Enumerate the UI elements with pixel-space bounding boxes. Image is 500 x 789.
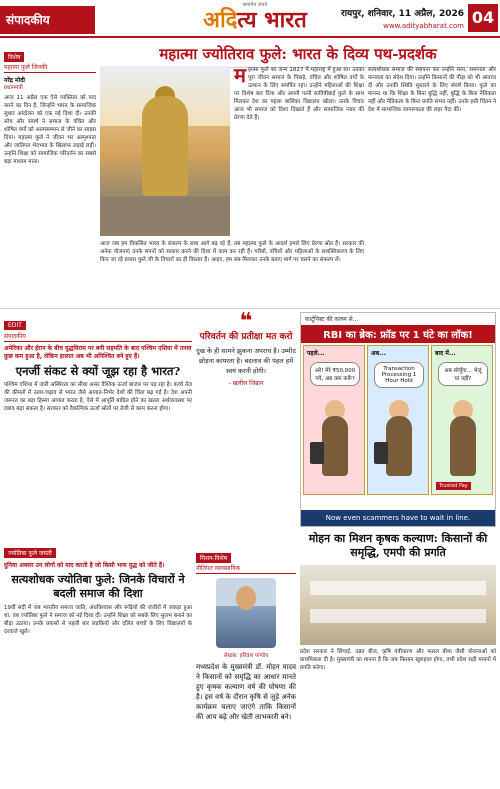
- masthead: [0, 0, 500, 38]
- dropcap: म: [234, 63, 246, 87]
- section-label: संपादकीय: [0, 6, 95, 34]
- panel-label: बाद में...: [435, 350, 456, 357]
- quote-mark-icon: ❝: [239, 309, 253, 334]
- quote-box: [196, 309, 296, 387]
- cartoon-panels: [303, 345, 493, 495]
- cartoon-headline: RBI का ब्रेक: फ्रॉड पर 1 घंटे का लॉक!: [301, 325, 495, 343]
- phone-icon: [310, 442, 324, 464]
- mission-headline: मोहन का मिशन कृषक कल्याण: किसानों की समृद्धि, एमपी की प्रगति: [308, 532, 488, 559]
- left-column-body: आज 11 अप्रैल एक ऐसे व्यक्तित्व को याद करने का दिन है, जिन्होंने भारत के सामाजिक सुधार आंदोलन को एक नई दिशा दी। उनकी सोच और संघर्ष ने समाज के वंचित और शोषित वर्गों को आत्मसम्मान से जीने का साहस दिया। महात्मा फुले ने जीवन भर अस्पृश्यता और जातिगत भेदभाव के खिलाफ लड़ाई लड़ी। उन्होंने शिक्षा को सामाजिक परिवर्तन का सबसे बड़ा माध्यम माना।: [4, 95, 96, 165]
- author-name: नरेंद्र मोदी: [4, 77, 25, 84]
- author-byline: लेखक: हरिवंश पाण्डेय: [223, 653, 269, 659]
- statue-body: [142, 96, 188, 196]
- mission-body-continued: प्रदेश सरकार ने सिंचाई, उन्नत बीज, कृषि यंत्रीकरण और फसल बीमा जैसी योजनाओं को प्राथमिकता दी है। मुख्यमंत्री का मानना है कि जब किसान खुशहाल होगा, तभी प्रदेश सही मायनों में प्रगति करेगा।: [300, 649, 496, 671]
- main-column-a: [234, 63, 364, 122]
- cartoon-panel-before: [303, 345, 365, 495]
- logo-tagline: सत्यमेव जयते: [242, 2, 268, 8]
- mission-tag: मिशन-विशेष: [196, 553, 231, 563]
- cartoon-panel-after: [431, 345, 493, 495]
- editorial-intro: अमेरिका और ईरान के बीच युद्धविराम पर बनी सहमति के बाद पश्चिम एशिया में तनाव कुछ कम हुआ है, लेकिन हालात अब भी अनिश्चित बने हुए हैं।: [4, 345, 192, 360]
- tribute-intro: दुनिया अक्सर उन लोगों को याद करती है जो किसी भव्य युद्ध को जीते हैं।: [4, 562, 165, 569]
- website-link[interactable]: www.adityabharat.com: [383, 22, 464, 30]
- speech-bubble: अब सोचूँगा... भेजूं या नहीं?: [438, 362, 488, 386]
- quote-headline: परिवर्तन की प्रतीक्षा मत करो: [199, 332, 293, 342]
- main-column-c: आज जब हम विकसित भारत के संकल्प के साथ आगे बढ़ रहे हैं, तब महात्मा फुले के आदर्श हमारे लिए प्रेरणा स्रोत हैं। सरकार की अनेक योजनाएं उनके सपनों को साकार करने की दिशा में काम कर रही हैं। गरीबों, वंचितों और महिलाओं के सशक्तिकरण के लिए किए जा रहे प्रयास फुले जी के विचारों का ही विस्तार हैं। आइए, हम सब मिलकर उनके बताए मार्ग पर चलने का संकल्प लें।: [100, 241, 364, 263]
- panel-label: अब...: [371, 350, 386, 357]
- tribute-article: [4, 540, 192, 636]
- logo-text: अदित्य भारत: [203, 7, 307, 33]
- author-title: प्रधानमंत्री: [4, 85, 23, 91]
- trusted-pay-badge: Trusted Pay: [436, 482, 471, 490]
- tribute-headline: सत्यशोधक ज्योतिबा फुले: जिनके विचारों ने बदली समाज की दिशा: [11, 573, 185, 600]
- tribute-body: 19वीं सदी में जब भारतीय समाज जाति, अंधविश्वास और रूढ़ियों की जंजीरों में जकड़ा हुआ था, तब ज्योतिबा फुले ने समाज को नई दिशा दी। उन्होंने शिक्षा को सबके लिए सुलभ बनाने का बीड़ा उठाया। उनके प्रयासों से पहली बार लड़कियों और दलित बच्चों के लिए विद्यालयों के दरवाजे खुले।: [4, 605, 192, 635]
- cartoon-panel-now: [367, 345, 429, 495]
- main-headline: महात्मा ज्योतिराव फुले: भारत के दिव्य पथ-प्रदर्शक: [100, 44, 496, 68]
- speech-bubble: Transaction Processing 1 Hour Hold: [374, 362, 424, 388]
- newspaper-logo[interactable]: [190, 2, 320, 36]
- character-body: [322, 416, 348, 476]
- speech-bubble: अरे! मेरे ₹50,000 गये, अब क्या करूँ?: [310, 362, 360, 386]
- editorial-sub: संपादकीय: [4, 332, 192, 342]
- left-section-sub: महात्मा फुले जिनकी: [4, 63, 96, 73]
- panel-label: पहले...: [307, 350, 325, 357]
- cartoon-caption: कार्टूनिस्ट की कलम से...: [305, 316, 359, 323]
- page-number: 04: [468, 4, 498, 32]
- cartoon-footer: Now even scammers have to wait in line.: [301, 510, 495, 526]
- main-column-a-text: हात्मा फुले का जन्म 1827 में महाराष्ट्र में हुआ था। उनका पूरा जीवन समाज के पिछड़े, वंचित और शोषित वर्गों के उत्थान के लिए समर्पित रहा। उन्होंने महिलाओं की शिक्षा पर विशेष बल दिया और अपनी पत्नी सावित्रीबाई फुले के साथ मिलकर देश का पहला बालिका विद्यालय खोला। उनके विचार आज भी समाज को दिशा दिखाते हैं और सामाजिक न्याय की प्रेरणा देते हैं।: [234, 67, 364, 121]
- mission-column: [196, 545, 296, 722]
- editorial-headline: एनर्जी संकट से क्यों जूझ रहा है भारत?: [15, 364, 181, 378]
- quote-body: दुख के ही सामने झुकना अपराध है। उम्मीद छोड़ना कायरता है। बदलाव की पहल हमें स्वयं करनी होगी।: [196, 347, 296, 375]
- editorial-section: [4, 312, 192, 413]
- character-body: [386, 416, 412, 476]
- editorial-body: पश्चिम एशिया में जारी अस्थिरता का सीधा असर वैश्विक ऊर्जा बाजार पर पड़ रहा है। कच्चे तेल की कीमतों में उतार-चढ़ाव से भारत जैसे आयात-निर्भर देशों की चिंता बढ़ गई है। देश अपनी जरूरत का बड़ा हिस्सा आयात करता है, ऐसे में आपूर्ति बाधित होने का खतरा अर्थव्यवस्था पर दबाव बढ़ा सकता है। सरकार को वैकल्पिक ऊर्जा स्रोतों पर तेजी से काम करना होगा।: [4, 382, 192, 412]
- left-column: [4, 44, 96, 166]
- mission-body: मध्यप्रदेश के मुख्यमंत्री डॉ. मोहन यादव ने किसानों को समृद्धि का आधार मानते हुए कृषक कल्याण वर्ष की घोषणा की है। इस वर्ष के दौरान कृषि से जुड़े अनेक कार्यक्रम चलाए जाएंगे ताकि किसानों की आय बढ़े और खेती लाभकारी बने।: [196, 663, 296, 721]
- mission-sub: नीतिगत व्यावसायिक: [196, 564, 296, 574]
- editorial-tag: EDIT: [4, 321, 26, 330]
- statue-photo: [100, 66, 230, 236]
- left-section-tag: विशेष: [4, 52, 24, 62]
- photo-row: [310, 609, 486, 623]
- photo-row: [310, 581, 486, 595]
- portrait-face: [236, 586, 256, 610]
- character-body: [450, 416, 476, 476]
- quote-author: - खलील जिब्रान: [228, 380, 264, 387]
- cartoon-strip: [300, 312, 496, 527]
- event-photo: [300, 565, 496, 645]
- tribute-tag: ज्योतिबा फुले जयंती: [4, 548, 56, 558]
- statue-base: [100, 196, 230, 236]
- main-column-b: सत्यशोधक समाज की स्थापना कर उन्होंने सत्य, समानता और मानवता का संदेश दिया। उन्होंने किसानों की पीड़ा को भी आवाज दी और उनकी स्थिति सुधारने के लिए संघर्ष किया। फुले का मानना था कि शिक्षा के बिना बुद्धि नहीं, बुद्धि के बिना नैतिकता नहीं और नैतिकता के बिना प्रगति संभव नहीं। उनके इसी चिंतन ने देश में सामाजिक जागरूकता की लहर पैदा की।: [368, 67, 496, 113]
- author-portrait: [216, 578, 276, 648]
- dateline: रायपुर, शनिवार, 11 अप्रैल, 2026: [341, 9, 464, 19]
- phone-icon: [374, 442, 388, 464]
